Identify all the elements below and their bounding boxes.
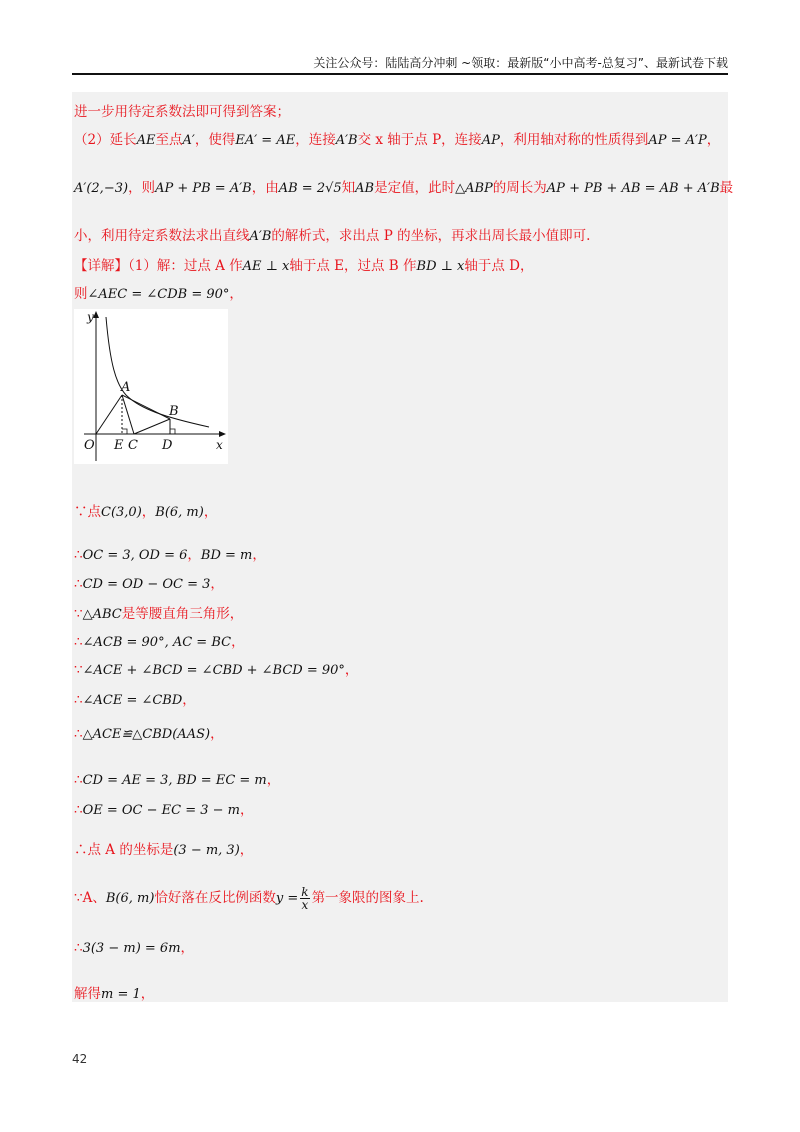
x-axis-arrow [219, 431, 226, 437]
page-number: 42 [72, 1052, 88, 1066]
text-line-1: 进一步用待定系数法即可得到答案； [74, 104, 290, 120]
text-line-20: 解得m = 1， [74, 986, 155, 1002]
label-C: C [128, 438, 138, 453]
label-y: y [87, 310, 94, 324]
hyperbola-curve [106, 317, 209, 427]
header-rule [72, 73, 728, 75]
text-line-6: 则∠AEC = ∠CDB = 90°， [74, 286, 243, 302]
right-angle-E [122, 429, 127, 434]
label-D: D [162, 438, 173, 453]
text-line-16: ∴OE = OC − EC = 3 − m， [74, 802, 254, 818]
fraction-numerator: k [301, 885, 309, 899]
text-line-9: ∴CD = OD − OC = 3， [74, 576, 224, 592]
segment-CB [134, 419, 170, 434]
text-line-14: ∴△ACE≌△CBD(AAS)， [74, 726, 224, 742]
hyperbola-diagram [74, 309, 228, 464]
text-line-13: ∴∠ACE = ∠CBD， [74, 692, 196, 708]
text-line-11: ∴∠ACB = 90°, AC = BC， [74, 634, 245, 650]
text-line-12: ∵∠ACE + ∠BCD = ∠CBD + ∠BCD = 90°， [74, 662, 359, 678]
label-x: x [216, 438, 223, 452]
label-A: A [121, 380, 131, 395]
label-O: O [84, 438, 95, 453]
page-header: 关注公众号：陆陆高分冲刺 ~领取：最新版“小中高考-总复习”、最新试卷下载 [313, 56, 728, 70]
text-line-18: ∵A、B(6, m)恰好落在反比例函数y = $\frac{k}{x}$ 第一象限的图象上. [74, 885, 424, 912]
text-line-7: ∵点C(3,0)，B(6, m)， [74, 504, 218, 520]
fraction-denominator: x [301, 898, 309, 912]
text-line-4: 小，利用待定系数法求出直线A′B的解析式，求出点 P 的坐标，再求出周长最小值即可. [74, 228, 591, 244]
label-B: B [169, 404, 179, 419]
text-line-10: ∵△ABC是等腰直角三角形， [74, 606, 244, 622]
fraction-k-over-x [300, 886, 309, 911]
text-line-17: ∴点 A 的坐标是(3 − m, 3)， [74, 842, 254, 858]
segment-OA [96, 395, 122, 434]
text-line-19: ∴3(3 − m) = 6m， [74, 940, 195, 956]
text-line-8: ∴OC = 3, OD = 6，BD = m， [74, 547, 266, 563]
segment-AB [122, 395, 170, 419]
text-line-2: （2）延长AE至点A′，使得EA′ = AE，连接A′B交 x 轴于点 P，连接AP，利用轴对称的性质得到AP = A′P， [74, 132, 721, 148]
y-axis-arrow [93, 311, 99, 318]
geometry-figure [74, 309, 228, 464]
label-E: E [114, 438, 124, 453]
text-line-15: ∴CD = AE = 3, BD = EC = m， [74, 772, 281, 788]
text-line-3: A′(2,−3)，则AP + PB = A′B，由AB = 2√5知AB是定值，此时△ABP的周长为AP + PB + AB = AB + A′B最 [74, 180, 734, 196]
text-line-5: 【详解】（1）解：过点 A 作AE ⊥ x轴于点 E，过点 B 作BD ⊥ x轴于点 D， [74, 258, 534, 274]
right-angle-D [170, 429, 175, 434]
